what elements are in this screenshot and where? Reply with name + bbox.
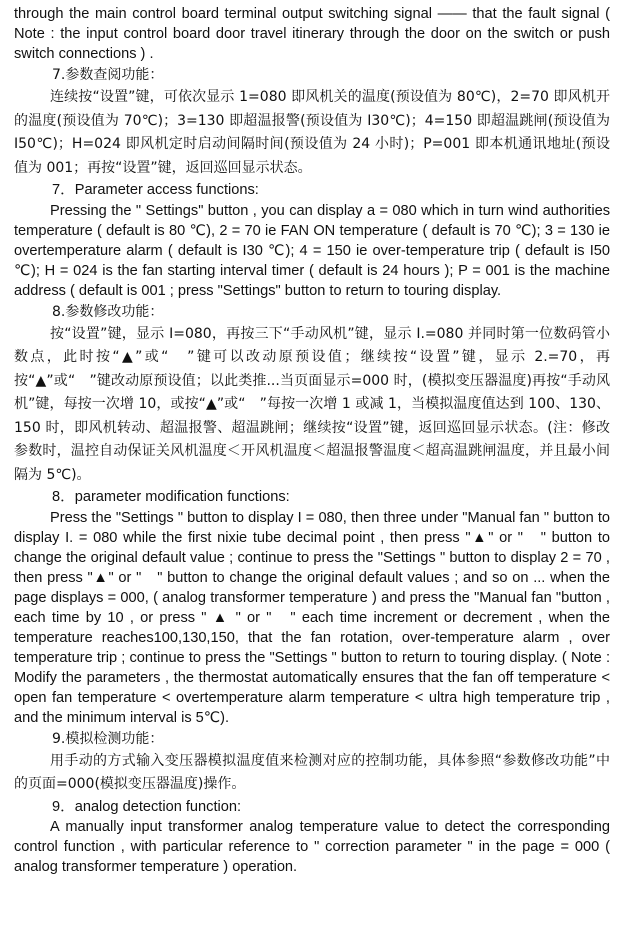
intro-paragraph-en: through the main control board terminal output switching signal —— that the fault signal ( Note : the input control board door travel itinerary through the door on the switch or push switch connections ) . (14, 6, 610, 62)
section-9-title-en: 9．analog detection function: (52, 798, 242, 815)
section-8-title-zh: 8.参数修改功能： (52, 303, 164, 320)
section-9-body-zh: 用手动的方式输入变压器模拟温度值来检测对应的控制功能，具体参照“参数修改功能”中的页面=000(模拟变压器温度)操作。 (14, 752, 610, 792)
section-7-title-en: 7．Parameter access functions: (52, 182, 259, 198)
section-7-body-en: Pressing the " Settings" button , you can display a = 080 which in turn wind authorities temperature ( default is 80 ℃), 2 = 70 ie FAN ON temperature ( default is 70 ℃); 3 = 130 ie overtemperature alarm ( default is I30 ℃); 4 = 150 ie over-temperature trip ( default is I50 ℃); H = 024 is the fan starting interval timer ( default is 24 hours ); P = 001 is the machine address ( default is 001 ; press "Settings" button to return to touring display. (14, 202, 610, 299)
section-8-body-zh: 按“设置”键，显示 I=080，再按三下“手动风机”键，显示 I.=080 并同时第一位数码管小数点，此时按“▲”或“ ”键可以改动原预设值；继续按“设置”键，显示 2.=70，再按“▲”或“ ”键改动原预设值；以此类推...当页面显示=000 时，(模拟变压器温度)再按“手动风机”键，每按一次增 10，或按“▲”或“ ”每按一次增 1 或减 1，当模拟温度值达到 100、130、150 时，即风机转动、超温报警、超温跳闸；继续按“设置”键，返回巡回显示状态。(注：修改参数时，温控自动保证关风机温度＜开风机温度＜超温报警温度＜超高温跳闸温度，并且最小间隔为 5℃)。 (14, 325, 610, 483)
section-9-title-zh: 9.模拟检测功能： (52, 730, 164, 747)
section-8-title-en: 8．parameter modification functions: (52, 489, 290, 505)
section-8-body-en: Press the "Settings " button to display I = 080, then three under "Manual fan " button to display I. = 080 while the first nixie tube decimal point , then press "▲" or " " button to change the original default value ; continue to press the "Settings " button to display 2 = 70 , then press "▲" or " " button to change the original default values ; and so on ... when the page displays = 000, ( analog transformer temperature ) and press the "Manual fan "button , each time by 10 , or press " ▲ " or " " each time increment or decrement , when the temperature reaches100,130,150, that the fan rotation, over-temperature alarm , over temperature trip ; continue to press the "Settings " button to return to touring display. ( Note : Modify the parameters , the thermostat automatically ensures that the fan off temperature < open fan temperature < overtemperature alarm temperature < ultra high temperature trip , and the minimum interval is 5℃). (14, 509, 610, 726)
manual-page (14, 4, 610, 877)
section-9-body-en: A manually input transformer analog temperature value to detect the corresponding control function , with particular reference to " correction parameter " in the page = 000 ( analog transformer temperature ) operation. (14, 819, 610, 875)
section-7-body-zh: 连续按“设置”键，可依次显示 1=080 即风机关的温度(预设值为 80℃)，2=70 即风机开的温度(预设值为 70℃)；3=130 即超温报警(预设值为 I30℃)；4=150 即超温跳闸(预设值为 I50℃)；H=024 即风机定时启动间隔时间(预设值为 24 小时)；P=001 即本机通讯地址(预设值为 001；再按“设置”键，返回巡回显示状态。 (14, 89, 610, 176)
section-7-title-zh: 7.参数查阅功能： (52, 67, 164, 83)
